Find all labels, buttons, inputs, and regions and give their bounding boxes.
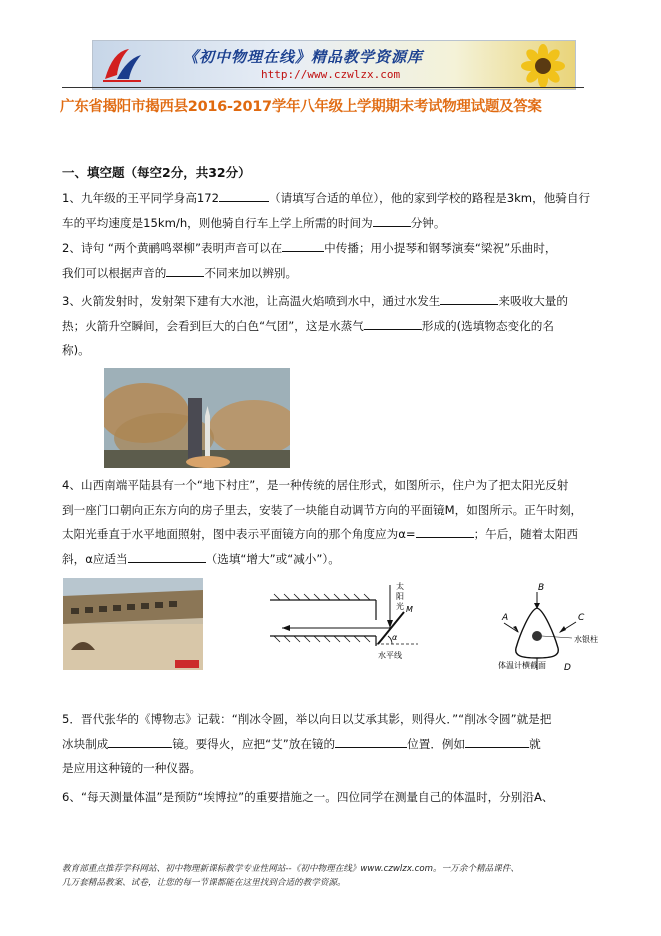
banner-url[interactable]: http://www.czwlzx.com [261, 68, 401, 81]
q3-text: 称)。 [62, 343, 90, 357]
question-1 [62, 186, 602, 235]
q1-text: 分钟。 [410, 215, 446, 230]
site-banner [92, 40, 576, 90]
label-c: C [578, 613, 585, 623]
thermometer-cross-section-diagram [480, 578, 608, 674]
logo-icon [99, 45, 145, 85]
question-3 [62, 289, 602, 363]
cross-section-label: 体温计横截面 [498, 661, 546, 670]
mirror-label: M [406, 605, 413, 614]
footer-line-1: 教育部重点推荐学科网站、初中物理新课标教学专业性网站--《初中物理在线》www.czwlzx.com。一万余个精品课件、 [62, 864, 519, 874]
q3-text: 热；火箭升空瞬间，会看到巨大的白色“气团”，这是水蒸气 [62, 318, 364, 333]
question-2 [62, 236, 602, 285]
underground-village-photo [63, 578, 203, 670]
rocket-launch-photo [104, 368, 290, 468]
q5-text: 镜。要得火，应把“艾”放在镜的 [172, 736, 336, 751]
q5-text: 是应用这种镜的一种仪器。 [62, 761, 202, 775]
sunlight-label-2: 阳 [396, 592, 404, 601]
answer-blank[interactable] [465, 735, 529, 748]
q3-text: 来吸收大量的 [498, 294, 568, 308]
page-title: 广东省揭阳市揭西县2016-2017学年八年级上学期期末考试物理试题及答案 [60, 99, 542, 115]
answer-blank[interactable] [219, 189, 269, 202]
label-b: B [538, 583, 545, 593]
q1-text: 车的平均速度是15km/h，则他骑自行车上学上所需的时间为 [62, 215, 373, 230]
banner-title: 《初中物理在线》精品教学资源库 [183, 48, 424, 66]
q4-text: 4、山西南端平陆县有一个“地下村庄”，是一种传统的居住形式，如图所示，住户为了把太阳光反射 [62, 478, 569, 492]
q1-text: （请填写合适的单位），他的家到学校的路程是3km，他骑自行 [269, 191, 591, 205]
label-d: D [564, 663, 571, 673]
answer-blank[interactable] [364, 317, 422, 330]
q4-text: ；午后，随着太阳西 [473, 527, 578, 541]
q2-text: 不同来加以辨别。 [204, 265, 298, 280]
question-6 [62, 785, 602, 810]
q1-text: 1、九年级的王平同学身高172 [62, 191, 220, 205]
mirror-reflection-diagram [268, 580, 428, 670]
answer-blank[interactable] [335, 735, 407, 748]
question-4 [62, 473, 602, 571]
q3-text: 形成的(选填物态变化的名 [421, 318, 554, 333]
q4-text: 到一座门口朝向正东方向的房子里去，安装了一块能自动调节方向的平面镜M，如图所示。正午时刻， [62, 502, 583, 517]
sunflower-icon [513, 43, 573, 89]
q5-text: 5．晋代张华的《博物志》记载：“削冰令圆，举以向日以艾承其影，则得火．”“削冰令圆”就是把 [62, 712, 552, 726]
answer-blank[interactable] [166, 264, 204, 277]
answer-blank[interactable] [282, 239, 324, 252]
q2-text: 我们可以根据声音的 [62, 265, 167, 280]
q6-text: 6、“每天测量体温”是预防“埃博拉”的重要措施之一。四位同学在测量自己的体温时，分别沿A、 [62, 790, 554, 804]
q4-text: 太阳光垂直于水平地面照射，图中表示平面镜方向的那个角度应为α= [62, 527, 416, 541]
page-footer [62, 862, 602, 890]
q5-text: 就 [529, 736, 541, 751]
answer-blank[interactable] [373, 214, 411, 227]
q3-text: 3、火箭发射时，发射架下建有大水池，让高温火焰喷到水中，通过水发生 [62, 294, 441, 308]
mercury-column-label: 水银柱 [574, 635, 598, 644]
header-rule [62, 87, 584, 88]
sunlight-label-3: 光 [396, 602, 404, 611]
answer-blank[interactable] [128, 550, 206, 563]
answer-blank[interactable] [440, 292, 498, 305]
section-heading: 一、填空题（每空2分，共32分） [62, 165, 251, 180]
q4-text: （选填“增大”或“减小”）。 [205, 551, 340, 566]
horizontal-line-label: 水平线 [378, 651, 402, 660]
q4-text: 斜，α应适当 [62, 551, 128, 566]
question-5 [62, 707, 602, 781]
footer-line-2: 几万套精品教案、试卷，让您的每一节课都能在这里找到合适的教学资源。 [62, 878, 346, 888]
alpha-label: α [392, 633, 398, 642]
q5-text: 冰块制成 [62, 736, 109, 751]
answer-blank[interactable] [416, 525, 474, 538]
q2-text: 2、诗句 “两个黄鹂鸣翠柳”表明声音可以在 [62, 241, 283, 255]
q2-text: 中传播；用小提琴和钢琴演奏“梁祝”乐曲时， [324, 241, 557, 255]
answer-blank[interactable] [108, 735, 172, 748]
sunlight-label-1: 太 [396, 582, 404, 591]
q5-text: 位置．例如 [407, 736, 466, 751]
label-a: A [502, 613, 509, 623]
